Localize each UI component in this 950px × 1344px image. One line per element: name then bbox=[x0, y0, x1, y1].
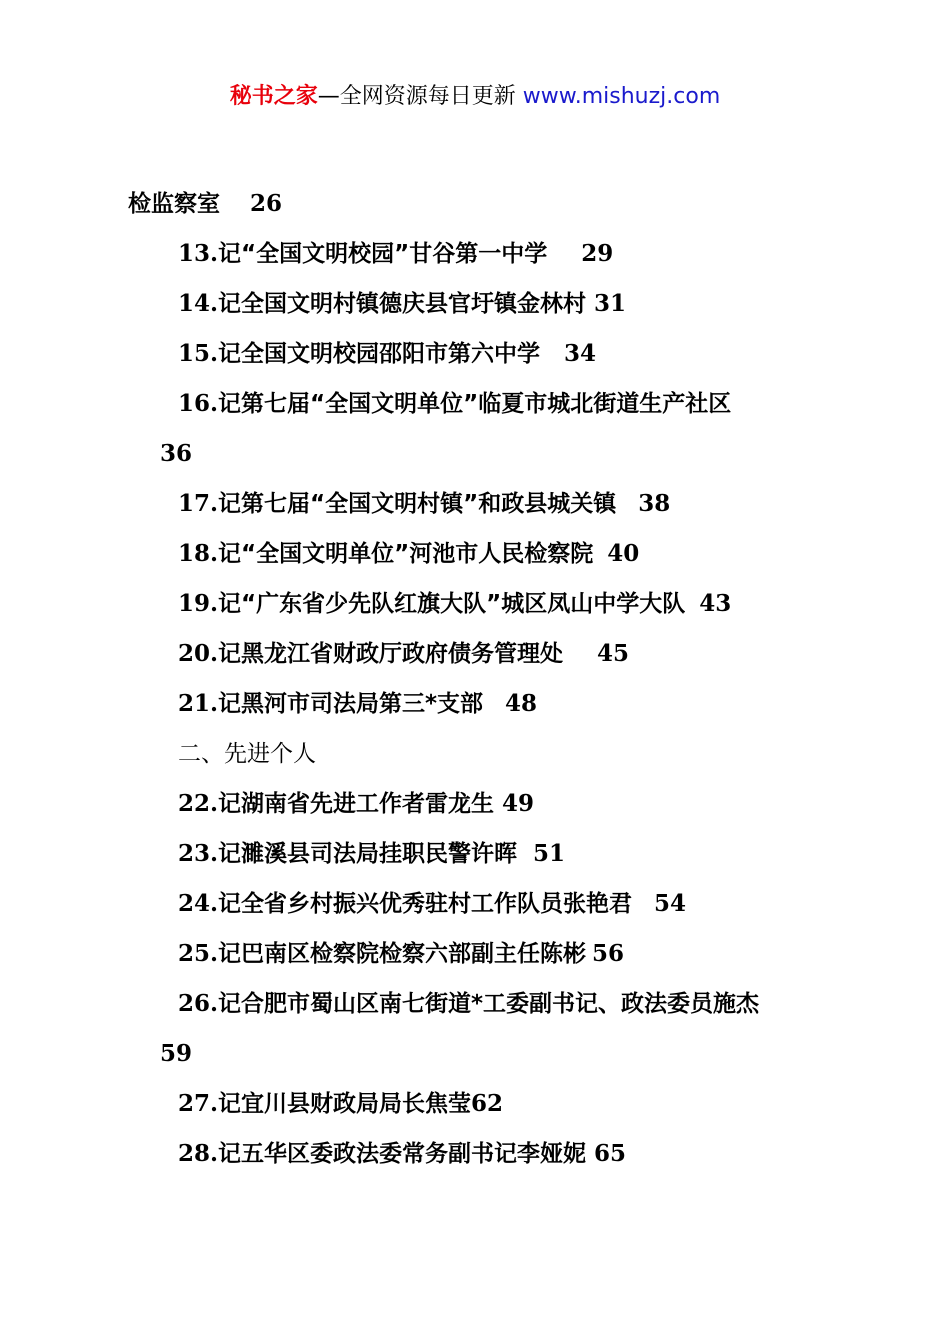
toc-entry-number: 20. bbox=[178, 640, 219, 667]
header-slogan: —全网资源每日更新 bbox=[317, 84, 523, 109]
toc-entry-title: 记“广东省少先队红旗大队”城区凤山中学大队 bbox=[218, 591, 686, 617]
toc-entry-title: 记“全国文明校园”甘谷第一中学 bbox=[218, 241, 548, 267]
toc-entry[interactable] bbox=[178, 1086, 503, 1122]
toc-entry-number: 18. bbox=[178, 540, 219, 567]
toc-entry-title: 记濉溪县司法局挂职民警许晖 bbox=[218, 841, 518, 867]
toc-entry-title: 记第七届“全国文明单位”临夏市城北街道生产社区 bbox=[218, 391, 732, 417]
toc-entry-number: 23. bbox=[178, 840, 219, 867]
toc-entry-page: 48 bbox=[505, 690, 538, 717]
toc-entry-title: 记黑龙江省财政厅政府债务管理处 bbox=[218, 641, 564, 667]
toc-entry-page: 40 bbox=[607, 540, 640, 567]
toc-entry-page: 62 bbox=[471, 1090, 504, 1117]
toc-entry-page: 26 bbox=[250, 190, 283, 217]
toc-entry[interactable] bbox=[178, 636, 629, 672]
toc-entry-title: 记宜川县财政局局长焦莹 bbox=[218, 1091, 472, 1117]
toc-entry-page: 31 bbox=[594, 290, 627, 317]
toc-entry-number: 14. bbox=[178, 290, 219, 317]
toc-entry-page: 36 bbox=[160, 440, 193, 467]
toc-entry-page: 34 bbox=[564, 340, 597, 367]
toc-entry-number: 26. bbox=[178, 990, 219, 1017]
toc-entry-page: 38 bbox=[638, 490, 671, 517]
toc-entry[interactable] bbox=[178, 936, 624, 972]
toc-entry[interactable] bbox=[178, 986, 759, 1022]
toc-entry-title: 记第七届“全国文明村镇”和政县城关镇 bbox=[218, 491, 617, 517]
toc-entry-title: 记合肥市蜀山区南七街道*工委副书记、政法委员施杰 bbox=[218, 991, 760, 1017]
toc-entry-number: 15. bbox=[178, 340, 219, 367]
toc-entry-number: 28. bbox=[178, 1140, 219, 1167]
toc-entry[interactable] bbox=[178, 686, 537, 722]
toc-entry-page: 49 bbox=[502, 790, 535, 817]
toc-entry-title: 记黑河市司法局第三*支部 bbox=[218, 691, 484, 717]
toc-entry-page-wrapped bbox=[160, 436, 192, 472]
toc-entry[interactable] bbox=[178, 486, 670, 522]
toc-entry-page: 56 bbox=[592, 940, 625, 967]
toc-entry-page: 45 bbox=[597, 640, 630, 667]
section-heading: 二、先进个人 bbox=[178, 741, 316, 767]
toc-entry-page: 51 bbox=[533, 840, 566, 867]
toc-entry[interactable] bbox=[178, 236, 613, 272]
toc-entry-page: 29 bbox=[581, 240, 614, 267]
toc-entry-title: 记巴南区检察院检察六部副主任陈彬 bbox=[218, 941, 587, 967]
toc-entry-number: 19. bbox=[178, 590, 219, 617]
toc-entry-number: 16. bbox=[178, 390, 219, 417]
toc-entry[interactable] bbox=[178, 386, 731, 422]
toc-entry-title: 记五华区委政法委常务副书记李娅妮 bbox=[218, 1141, 587, 1167]
toc-entry[interactable] bbox=[128, 186, 282, 222]
toc-entry[interactable] bbox=[178, 586, 731, 622]
toc-entry-title: 检监察室 bbox=[128, 191, 220, 217]
toc-entry[interactable] bbox=[178, 836, 565, 872]
toc-entry-page: 54 bbox=[654, 890, 687, 917]
toc-entry-title: 记湖南省先进工作者雷龙生 bbox=[218, 791, 495, 817]
toc-entry[interactable] bbox=[178, 336, 596, 372]
toc-entry-title: 记全省乡村振兴优秀驻村工作队员张艳君 bbox=[218, 891, 633, 917]
toc-entry-title: 记全国文明村镇德庆县官圩镇金林村 bbox=[218, 291, 587, 317]
toc-entry-number: 22. bbox=[178, 790, 219, 817]
toc-entry-number: 17. bbox=[178, 490, 219, 517]
toc-entry-page: 59 bbox=[160, 1040, 193, 1067]
toc-entry-number: 24. bbox=[178, 890, 219, 917]
toc-entry-number: 27. bbox=[178, 1090, 219, 1117]
toc-entry-number: 25. bbox=[178, 940, 219, 967]
toc-entry[interactable] bbox=[178, 1136, 626, 1172]
toc-entry-number: 21. bbox=[178, 690, 219, 717]
toc-entry[interactable] bbox=[178, 786, 534, 822]
toc-entry-number: 13. bbox=[178, 240, 219, 267]
site-header bbox=[0, 82, 950, 112]
toc-entry-title: 记“全国文明单位”河池市人民检察院 bbox=[218, 541, 594, 567]
toc-entry-title: 记全国文明校园邵阳市第六中学 bbox=[218, 341, 541, 367]
site-url-link[interactable]: www.mishuzj.com bbox=[522, 84, 721, 109]
toc-entry[interactable] bbox=[178, 536, 639, 572]
toc-entry[interactable] bbox=[178, 286, 626, 322]
toc-entry-page: 65 bbox=[594, 1140, 627, 1167]
toc-entry-page-wrapped bbox=[160, 1036, 192, 1072]
toc-entry-page: 43 bbox=[699, 590, 732, 617]
toc-entry[interactable] bbox=[178, 886, 686, 922]
brand-name: 秘书之家 bbox=[229, 84, 318, 109]
